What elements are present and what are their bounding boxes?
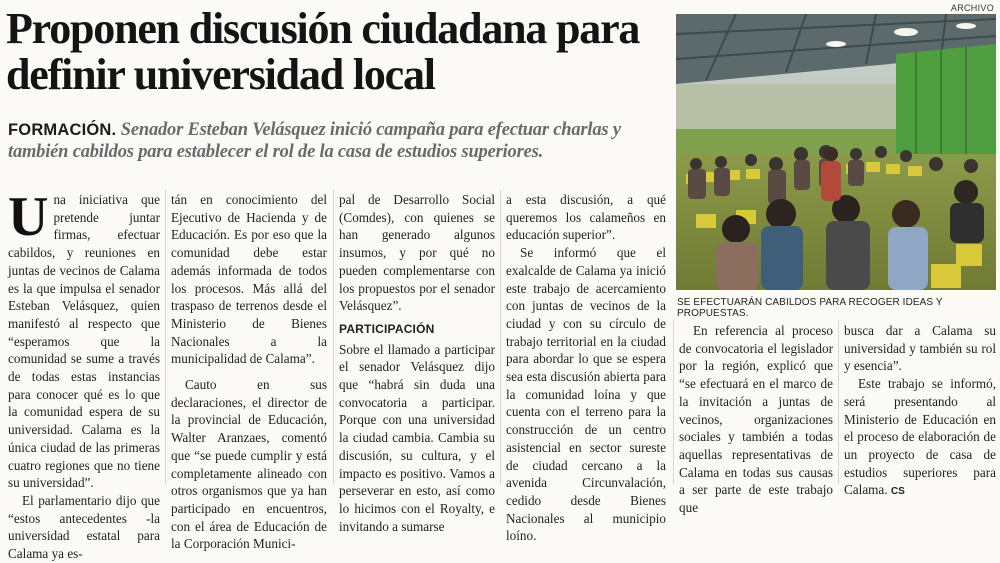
body-column-3 bbox=[339, 191, 495, 535]
paragraph: Una iniciativa que pretende juntar firmas, efectuar cabildos, y reuniones en juntas de vecinos de Calama es la que impulsa el senador Esteban Velásquez, quien manifestó al respecto que “esperamos que la comunidad se sume a través de todas estas instancias para conocer qué es lo que la comunidad espera de su universidad. Calama es la única ciudad de las primeras cuatro regiones que no tiene su universidad”. bbox=[8, 186, 160, 491]
paragraph: tán en conocimiento del Ejecutivo de Hacienda y de Educación. Es por eso que la comunidad debe estar además informada de todos los procesos. Más allá del traspaso de terrenos desde el Ministerio de Bienes Nacionales a la municipalidad de Calama”. bbox=[171, 192, 327, 367]
body-column-4 bbox=[506, 191, 666, 545]
meeting-photo bbox=[676, 14, 996, 290]
column-rule bbox=[500, 190, 501, 485]
end-mark: CS bbox=[890, 486, 905, 498]
drop-cap: U bbox=[8, 186, 49, 248]
body-column-5 bbox=[679, 322, 833, 517]
deck bbox=[8, 119, 668, 163]
paragraph: a esta discusión, a qué queremos los calameños en educación superior”. bbox=[506, 192, 666, 243]
column-rule bbox=[165, 190, 166, 485]
paragraph: El parlamentario dijo que “estos antecedentes -la universidad estatal para Calama ya es- bbox=[8, 492, 160, 562]
column-rule bbox=[838, 320, 839, 485]
paragraph: pal de Desarrollo Social (Comdes), con quienes se han generado algunos insumos, y por qué no pueden complementarse con los propuestos por el senador Velásquez”. bbox=[339, 192, 495, 314]
gymnasium-meeting-image bbox=[676, 14, 996, 290]
paragraph: Cauto en sus declaraciones, el director de la provincial de Educación, Walter Aranzaes, comentó que “se puede cumplir y está completamente alineado con otros organismos que ya han participado en encuentros, con el área de Educación de la Corporación Munici- bbox=[171, 377, 327, 552]
column-rule bbox=[333, 190, 334, 485]
photo-caption: SE EFECTUARÁN CABILDOS PARA RECOGER IDEAS Y PROPUESTAS. bbox=[677, 297, 943, 319]
paragraph: En referencia al proceso de convocatoria el legislador por la región, explicó que “se efectuará en el marco de la invitación a juntas de vecinos, organizaciones sociales y también a todas aquellas representativas de Calama en todas sus causas a ser parte de este trabajo que bbox=[679, 323, 833, 516]
deck-kicker: FORMACIÓN. bbox=[8, 121, 117, 139]
paragraph: Este trabajo se informó, será presentando al Ministerio de Educación en el proceso de elaboración de un proyecto de casa de estudios superiores para Calama. CS bbox=[844, 376, 996, 498]
paragraph: Se informó que el exalcalde de Calama ya inició este trabajo de acercamiento con juntas de vecinos de la ciudad y con su círculo de trabajo territorial en la ciudad para abordar lo que se espera sea esta discusión abierta para la comunidad loína y que cuenta con el terreno para la construcción de un centro asistencial en sector sureste de ciudad cercano a la avenida Circunvalación, cedido desde Bienes Nacionales al municipio loíno. bbox=[506, 245, 666, 544]
photo-credit: ARCHIVO bbox=[950, 3, 994, 13]
body-column-6 bbox=[844, 322, 996, 501]
column-rule bbox=[673, 320, 674, 485]
body-column-1 bbox=[8, 186, 160, 563]
paragraph: busca dar a Calama su universidad y también su rol y esencia”. bbox=[844, 323, 996, 374]
subhead-participacion: PARTICIPACIÓN bbox=[339, 321, 435, 336]
deck-text: Senador Esteban Velásquez inició campaña para efectuar charlas y también cabildos para establecer el rol de la casa de estudios superiores. bbox=[8, 120, 621, 162]
body-column-2 bbox=[171, 191, 327, 553]
paragraph: Sobre el llamado a participar el senador Velásquez dijo que “habrá sin duda una convocatoria a participar. Porque con una universidad la ciudad cambia. Cambia su discusión, su cultura, y el impacto es positivo. Vamos a perseverar en esto, así como lo hicimos con el Royalty, e invitando a sumarse bbox=[339, 341, 495, 534]
headline: Proponen discusión ciudadana para definir universidad local bbox=[6, 4, 640, 99]
